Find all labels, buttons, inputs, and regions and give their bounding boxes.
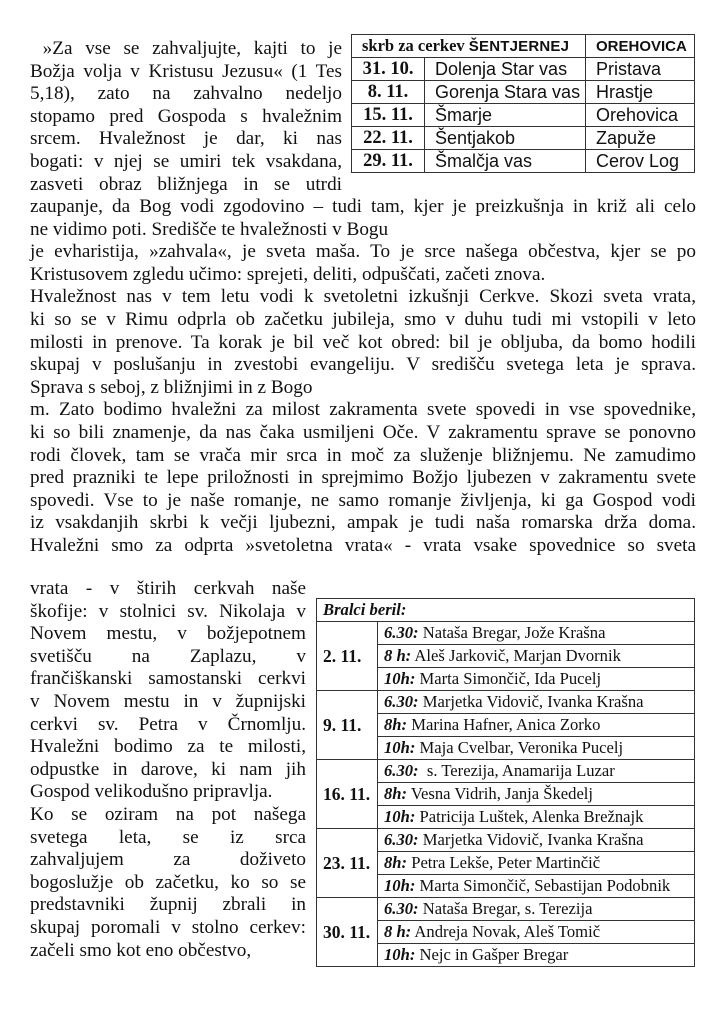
reader-slot-cell	[378, 829, 695, 852]
text-line: Hvaležni smo za odprta »svetoletna vrata« - vrata vsake spovednice so sveta	[30, 534, 696, 556]
table-header-row	[352, 35, 695, 58]
reader-names: Marta Simončič, Ida Pucelj	[415, 669, 602, 688]
text-line: rodi človek, tam se vrača mir srca in moč za služenje bližnjemu. Ne zamudimo	[30, 444, 696, 466]
reader-names: Patricija Luštek, Alenka Brežnajk	[415, 807, 644, 826]
reader-slot-cell	[378, 622, 695, 645]
header-orehovica: OREHOVICA	[596, 37, 687, 55]
header-cell-orehovica	[586, 35, 695, 58]
table-row	[317, 622, 695, 645]
text-line: Hvaležnost nas v tem letu vodi k svetoletni izkušnji Cerkve. Skozi sveta vrata,	[30, 286, 696, 308]
reader-names: Vesna Vidrih, Janja Škedelj	[407, 784, 594, 803]
text-line: skupaj v poslušanju in zvestobi evangeliju. V središču svetega leta je sprava.	[30, 354, 696, 376]
text-line: zasveti obraz bližnjega in se utrdi	[30, 173, 342, 195]
reader-names: Petra Lekše, Peter Martinčič	[407, 853, 601, 872]
orehovica-cell: Pristava	[586, 58, 695, 81]
reader-slot-cell	[378, 668, 695, 691]
time-label: 8 h:	[384, 646, 412, 665]
text-line: je evharistija, »zahvala«, je sveta maša. To je srce našega občestva, kjer se po	[30, 241, 696, 263]
reader-names: Maja Cvelbar, Veronika Pucelj	[415, 738, 624, 757]
readers-table	[316, 598, 695, 967]
date-cell: 2. 11.	[317, 622, 378, 691]
table-row	[317, 691, 695, 714]
orehovica-cell: Zapuže	[586, 127, 695, 150]
reader-slot-cell	[378, 852, 695, 875]
time-label: 10h:	[384, 738, 416, 757]
date-cell: 15. 11.	[352, 104, 425, 127]
text-line: bogoslužje ob začetku, ko so se	[30, 871, 306, 893]
text-line: v Novem mestu in v župnijski	[30, 690, 306, 712]
text-line: m. Zato bodimo hvaležni za milost zakramenta svete spovedi in vse spovednike,	[30, 399, 696, 421]
text-line: ki so bili znamenje, da nas čaka usmiljeni Oče. V zakramentu sprave se ponovno	[30, 421, 696, 443]
table-row	[352, 150, 695, 173]
text-line: začeli smo kot eno občestvo,	[30, 939, 252, 961]
sentjernej-cell: Dolenja Star vas	[425, 58, 586, 81]
reader-names: Nataša Bregar, Jože Krašna	[418, 623, 606, 642]
time-label: 10h:	[384, 945, 416, 964]
table-row	[317, 898, 695, 921]
text-line: srcem. Hvaležnost je dar, ki nas	[30, 128, 342, 150]
reader-slot-cell	[378, 645, 695, 668]
time-label: 6.30:	[384, 692, 419, 711]
text-line: predstavniki župnij zbrali in	[30, 894, 306, 916]
text-line: vrata - v štirih cerkvah naše	[30, 578, 306, 599]
time-label: 6.30:	[384, 623, 419, 642]
reader-slot-cell	[378, 898, 695, 921]
text-line: Gospod velikodušno pripravlja.	[30, 781, 273, 803]
text-line: iz vsakdanjih skrbi k večji ljubezni, ampak je tudi naša romarska drža doma.	[30, 512, 696, 534]
text-line: 5,18), zato na zahvalno nedeljo	[30, 83, 342, 105]
sentjernej-cell: Šmarje	[425, 104, 586, 127]
header-cell-sentjernej	[352, 35, 586, 58]
readers-header: Bralci beril:	[317, 599, 695, 622]
text-line: Ko se oziram na pot našega	[30, 803, 306, 825]
reader-slot-cell	[378, 737, 695, 760]
date-cell: 31. 10.	[352, 58, 425, 81]
text-line: pred prazniki te lepe priložnosti in sprejmimo Božjo ljubezen v zakramentu svete	[30, 467, 696, 489]
reader-names: Marina Hafner, Anica Zorko	[407, 715, 601, 734]
text-line: spovedi. Vse to je naše romanje, ne samo romanje življenja, ki ga Gospod vodi	[30, 489, 696, 511]
date-cell: 9. 11.	[317, 691, 378, 760]
text-line: Hvaležni bodimo za te milosti,	[30, 736, 306, 758]
text-line: milosti in prenove. Ta korak je bil več kot obred: bil je obljuba, da bomo hodili	[30, 331, 696, 353]
time-label: 8h:	[384, 853, 408, 872]
reader-names: Aleš Jarkovič, Marjan Dvornik	[411, 646, 621, 665]
text-line: frančiškanski samostanski cerkvi	[30, 668, 306, 690]
time-label: 8h:	[384, 715, 408, 734]
text-line: cerkvi sv. Petra v Črnomlju.	[30, 713, 306, 735]
sentjernej-cell: Šmalčja vas	[425, 150, 586, 173]
text-line: ne vidimo poti. Središče te hvaležnosti v Bogu	[30, 218, 389, 240]
church-care-table	[351, 34, 695, 173]
text-line: zaupanje, da Bog vodi zgodovino – tudi tam, kjer je preizkušnja in križ ali celo	[30, 196, 696, 217]
reader-names: Nejc in Gašper Bregar	[415, 945, 569, 964]
reader-names: s. Terezija, Anamarija Luzar	[418, 761, 615, 780]
intro-paragraph	[30, 38, 342, 196]
reader-slot-cell	[378, 806, 695, 829]
sentjernej-cell: Gorenja Stara vas	[425, 81, 586, 104]
body-paragraph	[30, 196, 696, 558]
text-line: Sprava s seboj, z bližnjimi in z Bogo	[30, 376, 313, 398]
reader-slot-cell	[378, 875, 695, 898]
text-line: svetega leta, se iz srca	[30, 826, 306, 848]
orehovica-cell: Cerov Log	[586, 150, 695, 173]
time-label: 6.30:	[384, 899, 419, 918]
time-label: 8 h:	[384, 922, 412, 941]
time-label: 10h:	[384, 807, 416, 826]
orehovica-cell: Orehovica	[586, 104, 695, 127]
date-cell: 16. 11.	[317, 760, 378, 829]
text-line: skupaj poromali v stolno cerkev:	[30, 916, 306, 938]
time-label: 10h:	[384, 876, 416, 895]
time-label: 6.30:	[384, 830, 419, 849]
reader-names: Marjetka Vidovič, Ivanka Krašna	[418, 830, 644, 849]
text-line: Božja volja v Kristusu Jezusu« (1 Tes	[30, 60, 342, 82]
text-line: stopamo pred Gospoda s hvaležnim	[30, 105, 342, 127]
readers-header-row	[317, 599, 695, 622]
date-cell: 8. 11.	[352, 81, 425, 104]
reader-slot-cell	[378, 783, 695, 806]
text-line: ki so se v Rimu odprla ob začetku jubileja, smo v duhu tudi mi vstopili v leto	[30, 308, 696, 330]
text-line: »Za vse se zahvaljujte, kajti to je	[30, 38, 342, 59]
table-row	[352, 58, 695, 81]
date-cell: 23. 11.	[317, 829, 378, 898]
text-line: škofije: v stolnici sv. Nikolaja v	[30, 600, 306, 622]
reader-names: Nataša Bregar, s. Terezija	[418, 899, 593, 918]
text-line: svetišču na Zaplazu, v	[30, 645, 306, 667]
reader-slot-cell	[378, 760, 695, 783]
reader-slot-cell	[378, 691, 695, 714]
text-line: odpustke in darove, ki nam jih	[30, 758, 306, 780]
reader-names: Marta Simončič, Sebastijan Podobnik	[415, 876, 671, 895]
column-paragraph	[30, 578, 306, 962]
date-cell: 22. 11.	[352, 127, 425, 150]
sentjernej-cell: Šentjakob	[425, 127, 586, 150]
date-cell: 30. 11.	[317, 898, 378, 967]
text-line: zahvaljujem za doživeto	[30, 849, 306, 871]
text-line: Kristusovem zgledu učimo: sprejeti, deliti, odpuščati, začeti znova.	[30, 263, 546, 285]
table-row	[317, 760, 695, 783]
text-line: bogati: v njej se umiri tek vsakdana,	[30, 150, 342, 172]
reader-names: Marjetka Vidovič, Ivanka Krašna	[418, 692, 644, 711]
reader-slot-cell	[378, 944, 695, 967]
header-prefix: skrb za cerkev	[362, 36, 469, 55]
orehovica-cell: Hrastje	[586, 81, 695, 104]
header-church-name: ŠENTJERNEJ	[468, 38, 570, 55]
reader-names: Andreja Novak, Aleš Tomič	[411, 922, 601, 941]
table-row	[352, 81, 695, 104]
date-cell: 29. 11.	[352, 150, 425, 173]
table-row	[352, 127, 695, 150]
time-label: 8h:	[384, 784, 408, 803]
reader-slot-cell	[378, 921, 695, 944]
time-label: 10h:	[384, 669, 416, 688]
text-line: Novem mestu, v božjepotnem	[30, 623, 306, 645]
table-row	[352, 104, 695, 127]
reader-slot-cell	[378, 714, 695, 737]
table-row	[317, 829, 695, 852]
time-label: 6.30:	[384, 761, 419, 780]
